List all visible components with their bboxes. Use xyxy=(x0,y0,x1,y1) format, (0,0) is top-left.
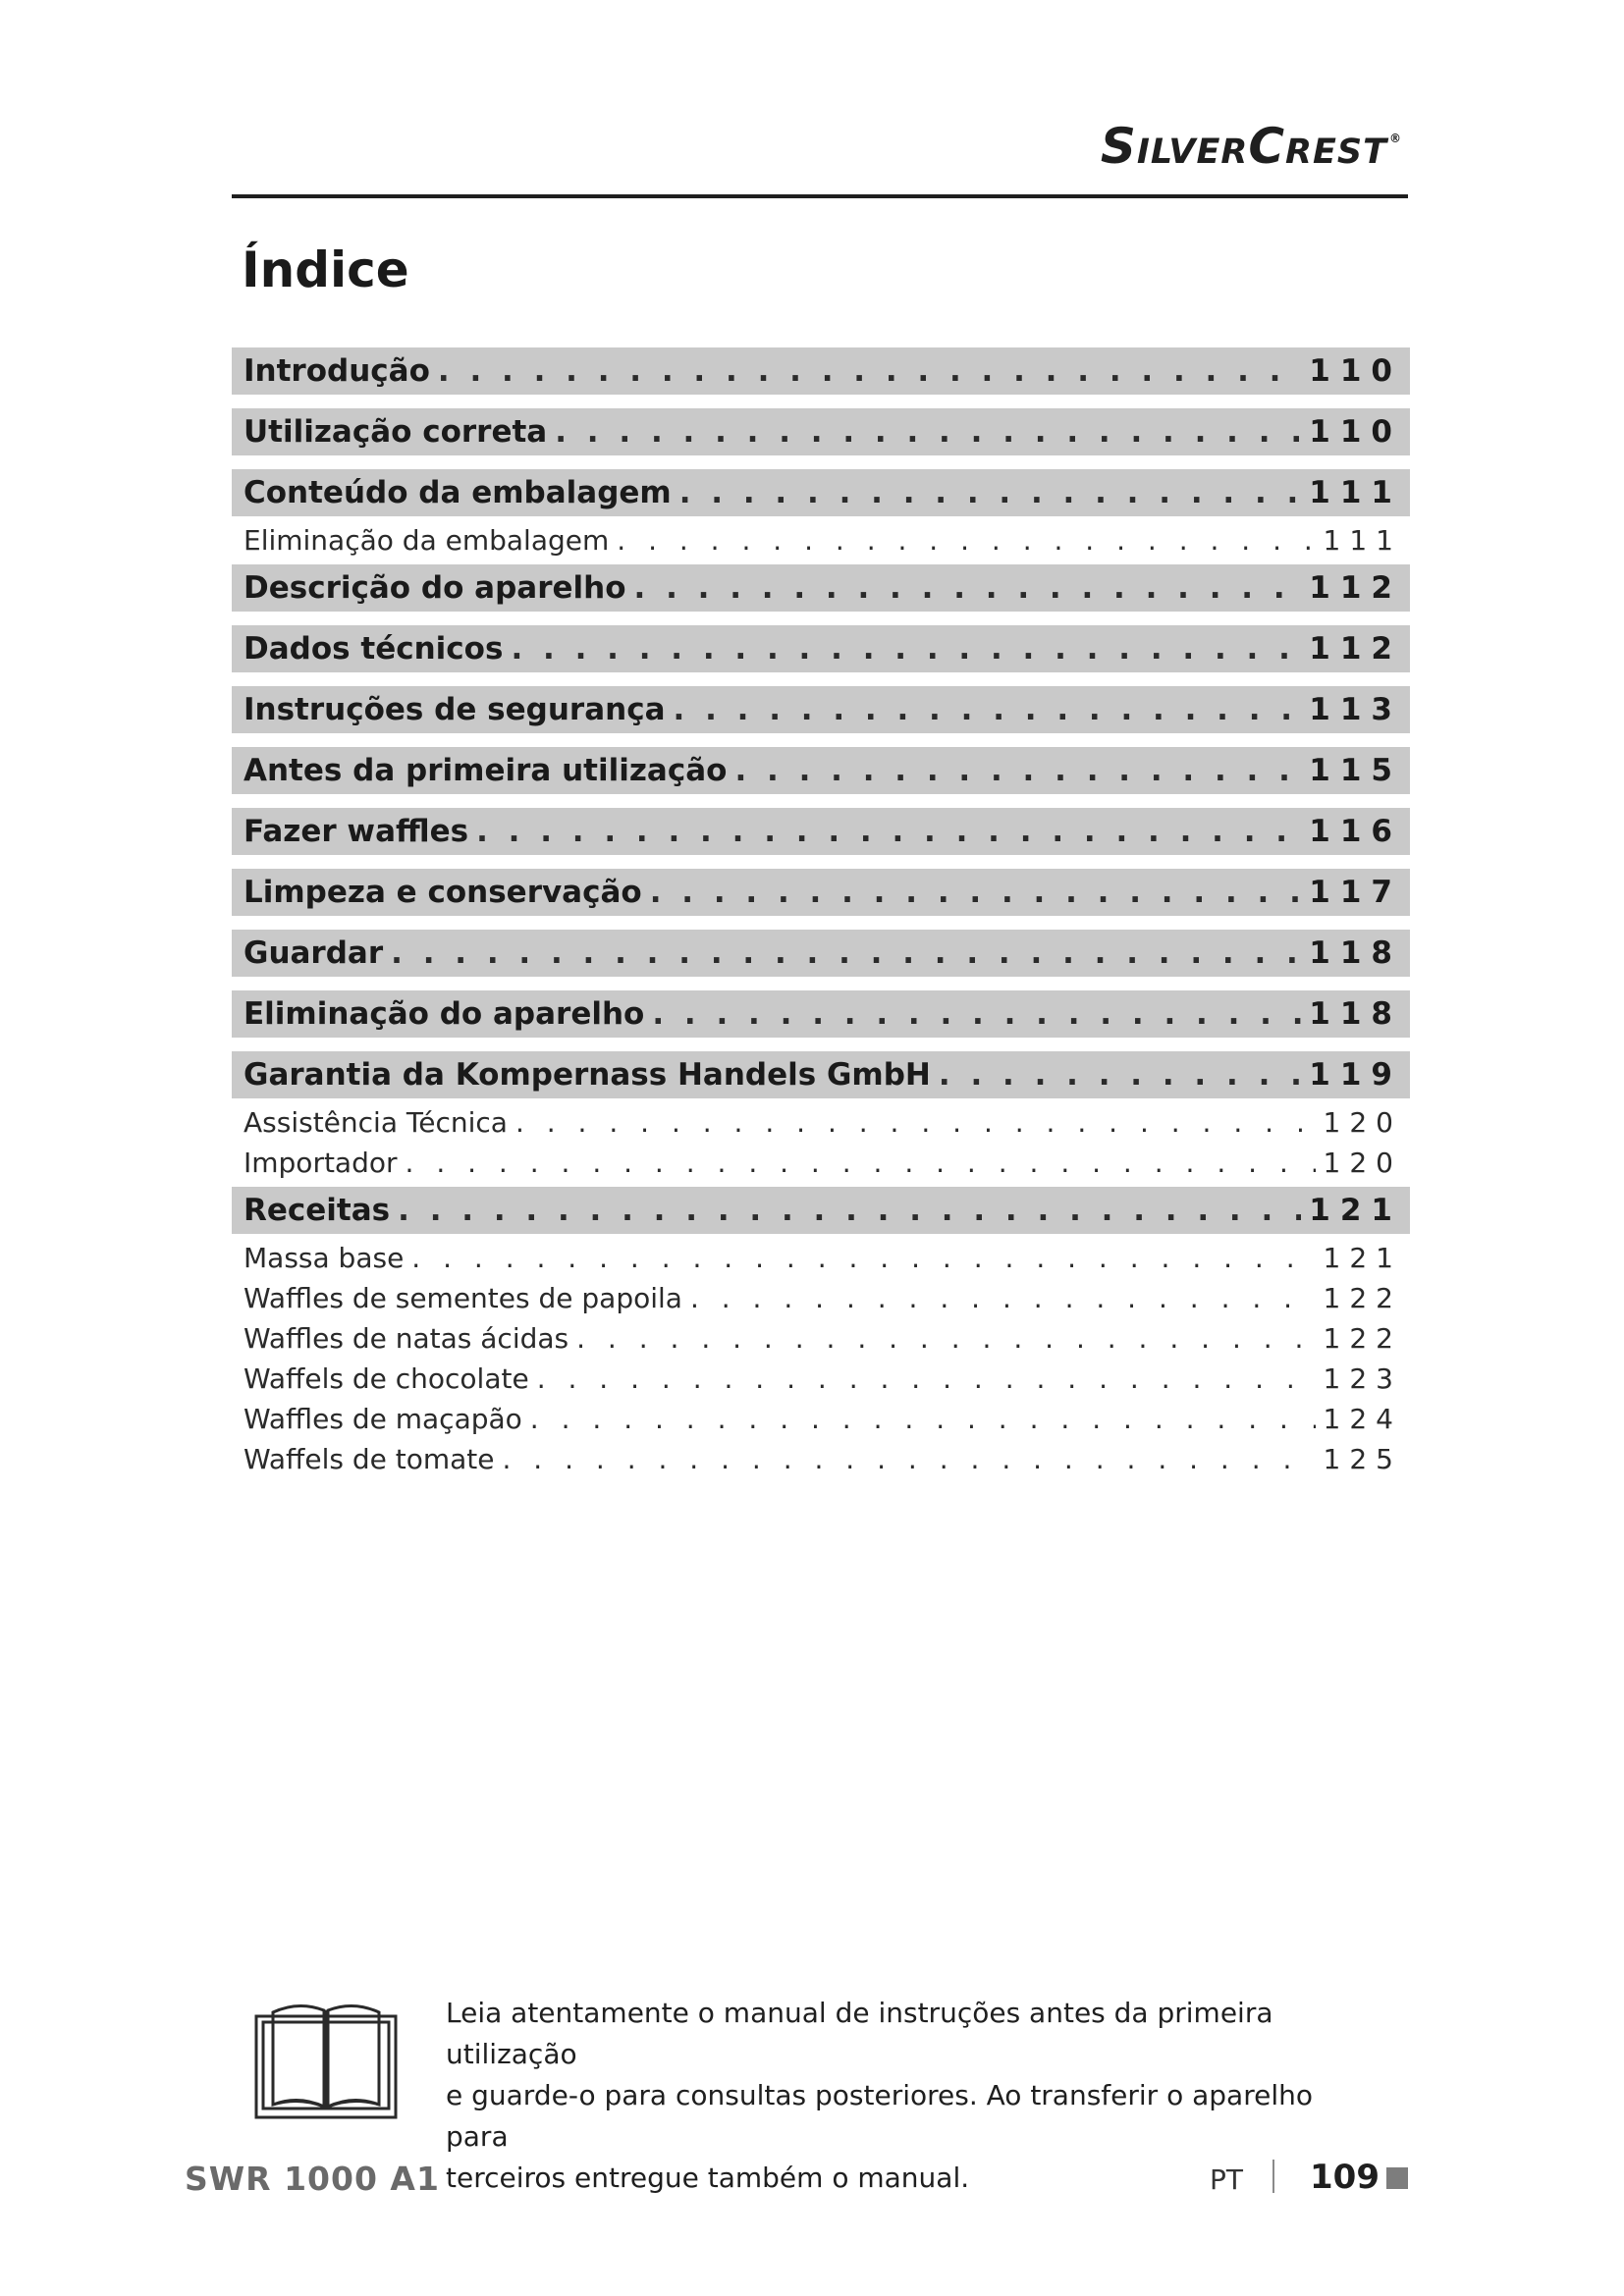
toc-entry xyxy=(232,869,1410,916)
toc-leader-dots xyxy=(690,1282,1316,1314)
toc-leader-dots xyxy=(555,414,1301,450)
toc-entry-label: Massa base xyxy=(244,1242,405,1274)
toc-entry-page: 118 xyxy=(1309,996,1402,1032)
toc-leader-dots xyxy=(476,814,1301,849)
toc-leader-dots xyxy=(391,935,1301,971)
toc-entry-page: 110 xyxy=(1309,353,1402,389)
toc-entry xyxy=(232,1051,1410,1098)
toc-leader-dots xyxy=(515,1106,1316,1139)
notice-line: e guarde-o para consultas posteriores. Ao transferir o aparelho para xyxy=(446,2079,1313,2153)
toc-leader-dots xyxy=(634,570,1302,606)
toc-leader-dots xyxy=(576,1322,1315,1355)
toc-entry-label: Receitas xyxy=(244,1193,391,1228)
toc-entry xyxy=(232,1278,1410,1318)
toc-entry-page: 113 xyxy=(1309,692,1402,727)
toc-entry xyxy=(232,408,1410,455)
toc-entry-page: 111 xyxy=(1309,475,1402,510)
toc-entry xyxy=(232,347,1410,395)
toc-entry-label: Waffels de chocolate xyxy=(244,1362,529,1395)
toc-entry-page: 124 xyxy=(1323,1403,1402,1435)
toc-leader-dots xyxy=(617,524,1315,557)
toc-entry xyxy=(232,686,1410,733)
toc-entry xyxy=(232,625,1410,672)
toc-entry xyxy=(232,1102,1410,1143)
toc-leader-dots xyxy=(939,1057,1301,1093)
toc-entry-page: 117 xyxy=(1309,875,1402,910)
toc-leader-dots xyxy=(503,1443,1316,1475)
toc-entry xyxy=(232,1318,1410,1359)
toc-entry-page: 121 xyxy=(1323,1242,1402,1274)
toc-entry-page: 119 xyxy=(1309,1057,1402,1093)
toc-entry xyxy=(232,808,1410,855)
toc-entry-label: Assistência Técnica xyxy=(244,1106,508,1139)
brand-name: SilverCrest xyxy=(1100,118,1387,175)
toc-entry-label: Garantia da Kompernass Handels GmbH xyxy=(244,1057,931,1093)
toc-entry-page: 122 xyxy=(1323,1282,1402,1314)
brand-logo xyxy=(1101,118,1402,175)
toc-entry-label: Antes da primeira utilização xyxy=(244,753,728,788)
footer-separator xyxy=(1272,2160,1274,2193)
toc-entry-label: Conteúdo da embalagem xyxy=(244,475,672,510)
notice-line: Leia atentamente o manual de instruções antes da primeira utilização xyxy=(446,1997,1273,2070)
toc-entry-page: 112 xyxy=(1309,631,1402,667)
toc-leader-dots xyxy=(406,1147,1316,1179)
toc-leader-dots xyxy=(511,631,1301,667)
toc-entry-label: Dados técnicos xyxy=(244,631,504,667)
toc-entry xyxy=(232,747,1410,794)
toc-entry-page: 120 xyxy=(1323,1106,1402,1139)
toc-entry-label: Waffels de tomate xyxy=(244,1443,495,1475)
toc-entry xyxy=(232,990,1410,1038)
toc-entry xyxy=(232,1187,1410,1234)
toc-entry-label: Guardar xyxy=(244,935,384,971)
toc-entry xyxy=(232,1439,1410,1479)
toc-leader-dots xyxy=(530,1403,1316,1435)
toc-entry-label: Eliminação da embalagem xyxy=(244,524,610,557)
toc-entry xyxy=(232,520,1410,561)
footer-language: PT xyxy=(1210,2163,1243,2196)
toc-entry-label: Importador xyxy=(244,1147,398,1179)
footer-model: SWR 1000 A1 xyxy=(185,2160,440,2198)
toc-leader-dots xyxy=(537,1362,1316,1395)
toc-leader-dots xyxy=(679,475,1302,510)
toc-leader-dots xyxy=(674,692,1302,727)
toc-leader-dots xyxy=(411,1242,1315,1274)
toc-entry-page: 121 xyxy=(1309,1193,1402,1228)
toc-leader-dots xyxy=(652,996,1301,1032)
toc-entry xyxy=(232,469,1410,516)
toc-entry-page: 120 xyxy=(1323,1147,1402,1179)
open-book-icon xyxy=(253,1999,399,2120)
toc-leader-dots xyxy=(438,353,1301,389)
page-title: Índice xyxy=(242,241,409,298)
toc-entry-label: Waffles de maçapão xyxy=(244,1403,522,1435)
toc-entry xyxy=(232,564,1410,612)
toc-leader-dots xyxy=(734,753,1301,788)
toc-entry-page: 123 xyxy=(1323,1362,1402,1395)
toc-entry xyxy=(232,1399,1410,1439)
toc-entry xyxy=(232,1143,1410,1183)
toc-entry xyxy=(232,1359,1410,1399)
toc-entry-label: Introdução xyxy=(244,353,430,389)
toc-entry-page: 116 xyxy=(1309,814,1402,849)
footer-page-number: 109 xyxy=(1310,2158,1380,2197)
toc-entry-label: Fazer waffles xyxy=(244,814,469,849)
toc-entry-page: 122 xyxy=(1323,1322,1402,1355)
notice-line: terceiros entregue também o manual. xyxy=(446,2162,970,2194)
registered-mark: ® xyxy=(1389,132,1402,145)
footer-square-marker xyxy=(1386,2167,1408,2189)
header-rule xyxy=(232,194,1408,198)
toc-entry-page: 118 xyxy=(1309,935,1402,971)
toc-entry-label: Eliminação do aparelho xyxy=(244,996,645,1032)
toc-entry-label: Instruções de segurança xyxy=(244,692,666,727)
toc-entry-label: Utilização correta xyxy=(244,414,548,450)
toc-leader-dots xyxy=(398,1193,1301,1228)
table-of-contents xyxy=(232,347,1410,1483)
toc-entry-page: 125 xyxy=(1323,1443,1402,1475)
toc-entry-label: Waffles de sementes de papoila xyxy=(244,1282,682,1314)
toc-entry-page: 112 xyxy=(1309,570,1402,606)
toc-entry-label: Waffles de natas ácidas xyxy=(244,1322,569,1355)
toc-entry-label: Descrição do aparelho xyxy=(244,570,626,606)
toc-entry-page: 115 xyxy=(1309,753,1402,788)
toc-entry-page: 111 xyxy=(1323,524,1402,557)
toc-leader-dots xyxy=(650,875,1302,910)
toc-entry-label: Limpeza e conservação xyxy=(244,875,642,910)
toc-entry-page: 110 xyxy=(1309,414,1402,450)
toc-entry xyxy=(232,930,1410,977)
toc-entry xyxy=(232,1238,1410,1278)
